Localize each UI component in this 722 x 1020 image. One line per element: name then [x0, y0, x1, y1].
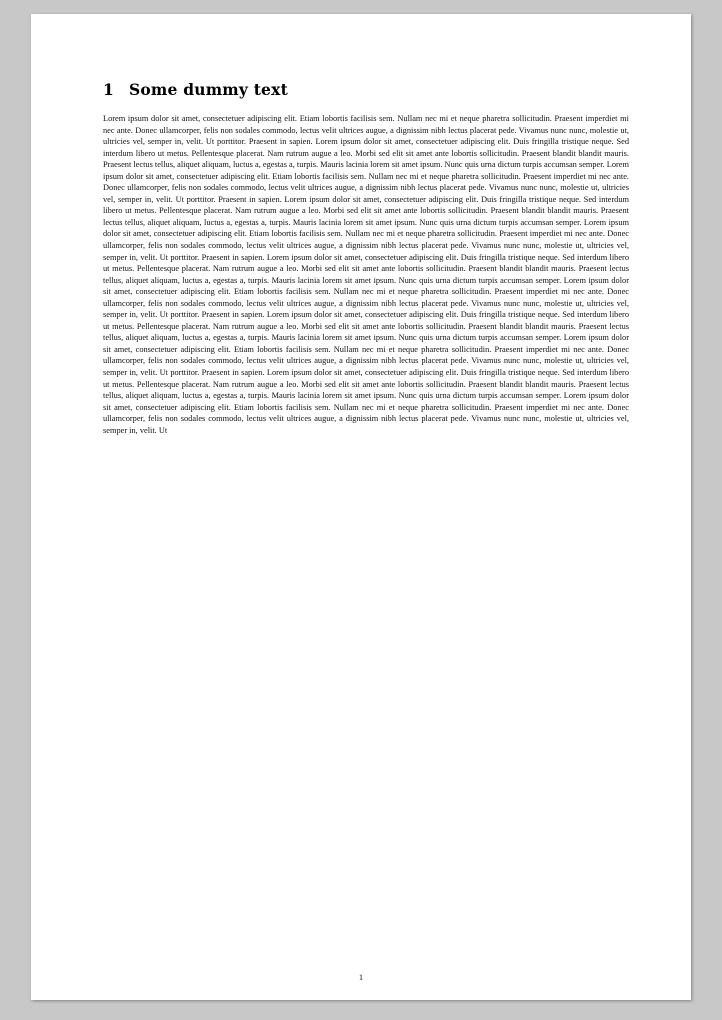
section-title: Some dummy text — [129, 80, 288, 99]
body-paragraph: Lorem ipsum dolor sit amet, consectetuer adipiscing elit. Etiam lobortis facilisis sem. Nullam nec mi et neque pharetra sollicitudin. Praesent imperdiet mi nec ante. Donec ullamcorper, felis non sodales commodo, lectus velit ultrices augue, a dignissim nibh lectus placerat pede. Vivamus nunc nunc, molestie ut, ultricies vel, semper in, velit. Ut porttitor. Praesent in sapien. Lorem ipsum dolor sit amet, consectetuer adipiscing elit. Duis fringilla tristique neque. Sed interdum libero ut metus. Pellentesque placerat. Nam rutrum augue a leo. Morbi sed elit sit amet ante lobortis sollicitudin. Praesent blandit blandit mauris. Praesent lectus tellus, aliquet aliquam, luctus a, egestas a, turpis. Mauris lacinia lorem sit amet ipsum. Nunc quis urna dictum turpis accumsan semper. Lorem ipsum dolor sit amet, consectetuer adipiscing elit. Etiam lobortis facilisis sem. Nullam nec mi et neque pharetra sollicitudin. Praesent imperdiet mi nec ante. Donec ullamcorper, felis non sodales commodo, lectus velit ultrices augue, a dignissim nibh lectus placerat pede. Vivamus nunc nunc, molestie ut, ultricies vel, semper in, velit. Ut porttitor. Praesent in sapien. Lorem ipsum dolor sit amet, consectetuer adipiscing elit. Duis fringilla tristique neque. Sed interdum libero ut metus. Pellentesque placerat. Nam rutrum augue a leo. Morbi sed elit sit amet ante lobortis sollicitudin. Praesent blandit blandit mauris. Praesent lectus tellus, aliquet aliquam, luctus a, egestas a, turpis. Mauris lacinia lorem sit amet ipsum. Nunc quis urna dictum turpis accumsan semper. Lorem ipsum dolor sit amet, consectetuer adipiscing elit. Etiam lobortis facilisis sem. Nullam nec mi et neque pharetra sollicitudin. Praesent imperdiet mi nec ante. Donec ullamcorper, felis non sodales commodo, lectus velit ultrices augue, a dignissim nibh lectus placerat pede. Vivamus nunc nunc, molestie ut, ultricies vel, semper in, velit. Ut porttitor. Praesent in sapien. Lorem ipsum dolor sit amet, consectetuer adipiscing elit. Duis fringilla tristique neque. Sed interdum libero ut metus. Pellentesque placerat. Nam rutrum augue a leo. Morbi sed elit sit amet ante lobortis sollicitudin. Praesent blandit blandit mauris. Praesent lectus tellus, aliquet aliquam, luctus a, egestas a, turpis. Mauris lacinia lorem sit amet ipsum. Nunc quis urna dictum turpis accumsan semper. Lorem ipsum dolor sit amet, consectetuer adipiscing elit. Etiam lobortis facilisis sem. Nullam nec mi et neque pharetra sollicitudin. Praesent imperdiet mi nec ante. Donec ullamcorper, felis non sodales commodo, lectus velit ultrices augue, a dignissim nibh lectus placerat pede. Vivamus nunc nunc, molestie ut, ultricies vel, semper in, velit. Ut porttitor. Praesent in sapien. Lorem ipsum dolor sit amet, consectetuer adipiscing elit. Duis fringilla tristique neque. Sed interdum libero ut metus. Pellentesque placerat. Nam rutrum augue a leo. Morbi sed elit sit amet ante lobortis sollicitudin. Praesent blandit blandit mauris. Praesent lectus tellus, aliquet aliquam, luctus a, egestas a, turpis. Mauris lacinia lorem sit amet ipsum. Nunc quis urna dictum turpis accumsan semper. Lorem ipsum dolor sit amet, consectetuer adipiscing elit. Etiam lobortis facilisis sem. Nullam nec mi et neque pharetra sollicitudin. Praesent imperdiet mi nec ante. Donec ullamcorper, felis non sodales commodo, lectus velit ultrices augue, a dignissim nibh lectus placerat pede. Vivamus nunc nunc, molestie ut, ultricies vel, semper in, velit. Ut porttitor. Praesent in sapien. Lorem ipsum dolor sit amet, consectetuer adipiscing elit. Duis fringilla tristique neque. Sed interdum libero ut metus. Pellentesque placerat. Nam rutrum augue a leo. Morbi sed elit sit amet ante lobortis sollicitudin. Praesent blandit blandit mauris. Praesent lectus tellus, aliquet aliquam, luctus a, egestas a, turpis. Mauris lacinia lorem sit amet ipsum. Nunc quis urna dictum turpis accumsan semper. Lorem ipsum dolor sit amet, consectetuer adipiscing elit. Etiam lobortis facilisis sem. Nullam nec mi et neque pharetra sollicitudin. Praesent imperdiet mi nec ante. Donec ullamcorper, felis non sodales commodo, lectus velit ultrices augue, a dignissim nibh lectus placerat pede. Vivamus nunc nunc, molestie ut, ultricies vel, semper in, velit. Ut — [103, 114, 629, 435]
page-number: 1 — [358, 972, 364, 982]
page-title — [103, 80, 629, 99]
section-number: 1 — [103, 80, 114, 99]
document-page — [31, 14, 691, 1000]
body-text — [103, 113, 629, 436]
